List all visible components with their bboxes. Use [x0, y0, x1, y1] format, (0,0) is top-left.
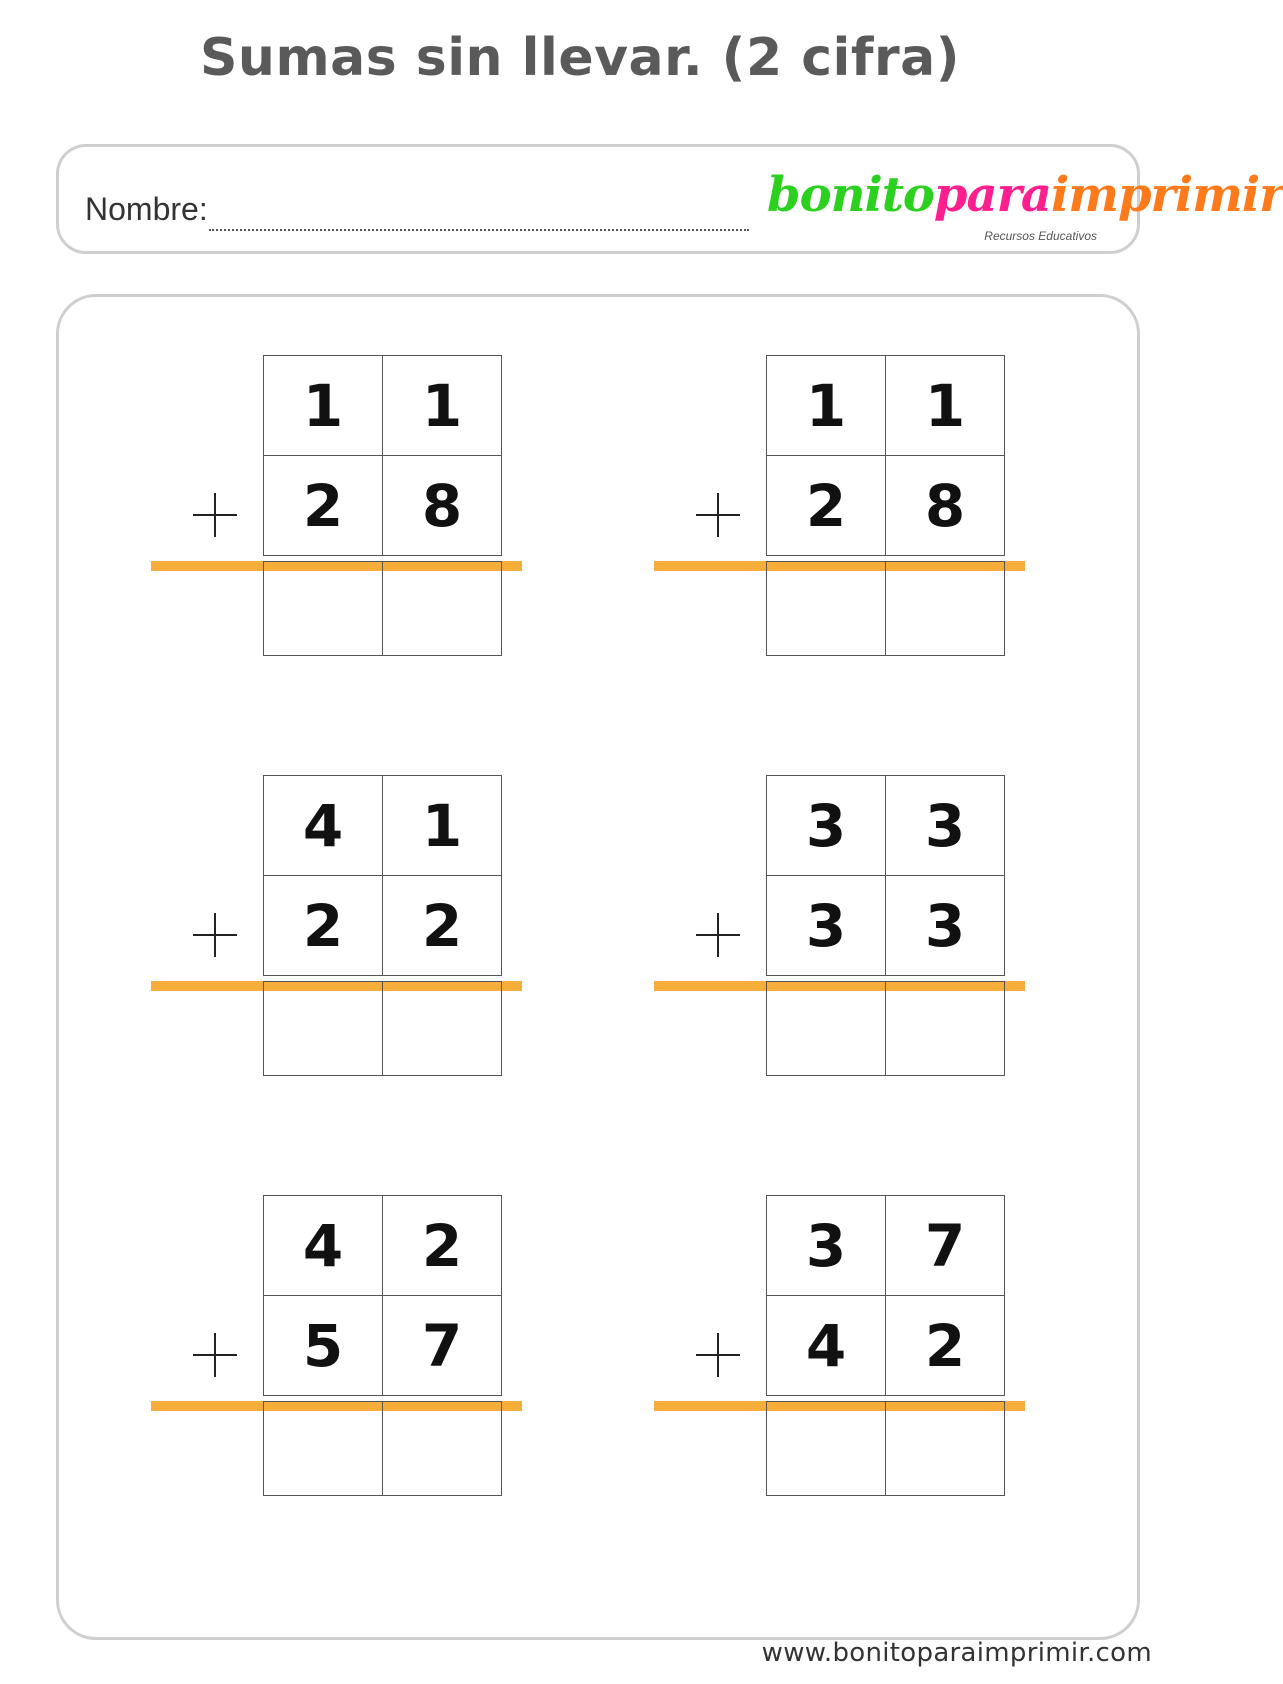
digit-cell-top-ones: 1 [885, 355, 1005, 456]
digit-cell-bottom-tens: 3 [766, 875, 886, 976]
answer-cell-tens[interactable] [766, 561, 886, 656]
digit-cell-top-ones: 3 [885, 775, 1005, 876]
digit-cell-bottom-ones: 7 [382, 1295, 502, 1396]
exercise-area [56, 294, 1140, 1640]
digit-cell-bottom-tens: 2 [766, 455, 886, 556]
digit-cell-top-tens: 1 [766, 355, 886, 456]
plus-sign [193, 1333, 237, 1377]
answer-cell-ones[interactable] [885, 981, 1005, 1076]
answer-cell-ones[interactable] [382, 1401, 502, 1496]
digit-cell-bottom-ones: 2 [382, 875, 502, 976]
digit-cell-top-tens: 1 [263, 355, 383, 456]
addition-problem-2 [654, 355, 1034, 665]
footer-url: www.bonitoparaimprimir.com [761, 1638, 1152, 1668]
digit-cell-top-tens: 4 [263, 775, 383, 876]
name-input-line[interactable] [209, 229, 749, 231]
digit-cell-bottom-tens: 2 [263, 875, 383, 976]
digit-cell-bottom-ones: 8 [885, 455, 1005, 556]
digit-cell-top-tens: 4 [263, 1195, 383, 1296]
name-label: Nombre: [85, 191, 208, 227]
digit-cell-bottom-ones: 8 [382, 455, 502, 556]
plus-sign [696, 1333, 740, 1377]
digit-cell-bottom-tens: 5 [263, 1295, 383, 1396]
answer-cell-ones[interactable] [885, 1401, 1005, 1496]
answer-cell-ones[interactable] [382, 981, 502, 1076]
digit-cell-bottom-ones: 2 [885, 1295, 1005, 1396]
logo-part-3: imprimir [1050, 167, 1283, 223]
logo-part-2: para [933, 167, 1051, 223]
digit-cell-top-tens: 3 [766, 775, 886, 876]
answer-cell-tens[interactable] [766, 1401, 886, 1496]
digit-cell-bottom-tens: 4 [766, 1295, 886, 1396]
digit-cell-top-ones: 1 [382, 775, 502, 876]
digit-cell-top-ones: 7 [885, 1195, 1005, 1296]
digit-cell-bottom-ones: 3 [885, 875, 1005, 976]
logo-part-1: bonito [767, 167, 934, 223]
plus-sign [193, 913, 237, 957]
answer-cell-tens[interactable] [263, 561, 383, 656]
logo-subtitle: Recursos Educativos [984, 229, 1097, 243]
digit-cell-bottom-tens: 2 [263, 455, 383, 556]
answer-cell-ones[interactable] [382, 561, 502, 656]
plus-sign [193, 493, 237, 537]
answer-cell-ones[interactable] [885, 561, 1005, 656]
answer-cell-tens[interactable] [263, 1401, 383, 1496]
digit-cell-top-tens: 3 [766, 1195, 886, 1296]
name-box [56, 144, 1283, 254]
addition-problem-6 [654, 1195, 1034, 1505]
addition-problem-1 [151, 355, 531, 665]
answer-cell-tens[interactable] [263, 981, 383, 1076]
addition-problem-4 [654, 775, 1034, 1085]
brand-logo [767, 167, 1283, 251]
page-title: Sumas sin llevar. (2 cifra) [199, 28, 960, 88]
answer-cell-tens[interactable] [766, 981, 886, 1076]
digit-cell-top-ones: 2 [382, 1195, 502, 1296]
plus-sign [696, 493, 740, 537]
addition-problem-3 [151, 775, 531, 1085]
plus-sign [696, 913, 740, 957]
addition-problem-5 [151, 1195, 531, 1505]
digit-cell-top-ones: 1 [382, 355, 502, 456]
